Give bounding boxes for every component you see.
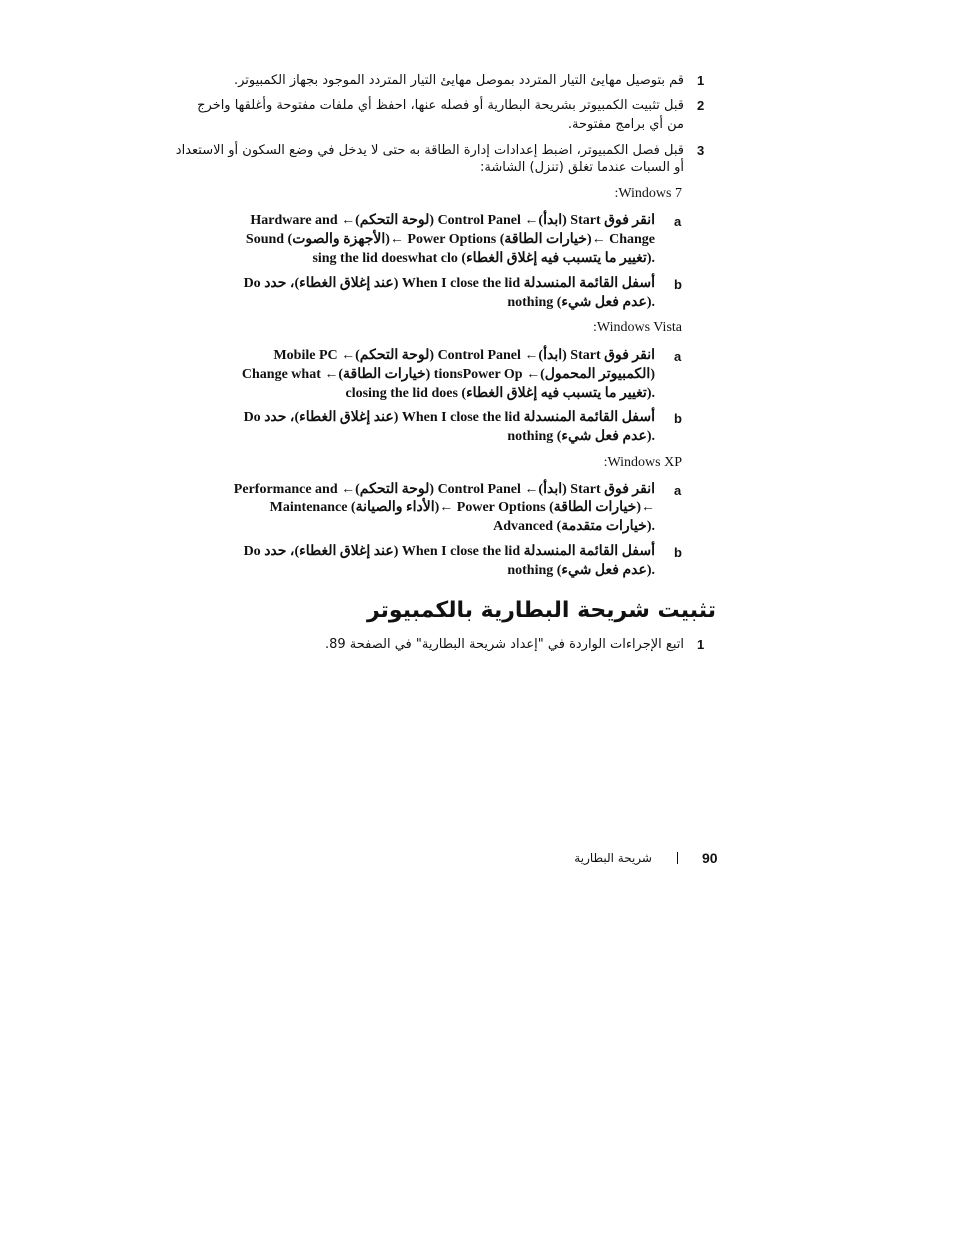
section-step-text: اتبع الإجراءات الواردة في "إعداد شريحة البطارية" في الصفحة 89. — [324, 637, 684, 652]
windows-7-label: :Windows 7 — [614, 186, 682, 201]
win7-a-line-1: انقر فوق Start (ابدأ)← Control Panel (لوحة التحكم)← Hardware and — [250, 213, 655, 228]
xp-b-line-1: أسفل القائمة المنسدلة When I close the lid (عند إغلاق الغطاء)، حدد Do — [243, 544, 655, 559]
win7-a-letter: a — [674, 214, 682, 229]
vista-a-line-1: انقر فوق Start (ابدأ)← Control Panel (لوحة التحكم)← Mobile PC — [273, 348, 655, 363]
win7-a-line-2: Sound (الأجهزة والصوت)← Power Options (خيارات الطاقة)← Change — [245, 232, 655, 247]
vista-b-line-1: أسفل القائمة المنسدلة When I close the lid (عند إغلاق الغطاء)، حدد Do — [243, 410, 655, 425]
xp-b-line-2: nothing (عدم فعل شيء). — [507, 563, 655, 578]
vista-a-line-3: closing the lid does (تغيير ما يتسبب فيه إغلاق الغطاء). — [345, 386, 655, 401]
win7-b-line-2: nothing (عدم فعل شيء). — [507, 295, 655, 310]
windows-vista-label: :Windows Vista — [593, 320, 682, 335]
step-3-number: 3 — [697, 143, 705, 158]
step-2-line-1: قبل تثبيت الكمبيوتر بشريحة البطارية أو فصله عنها، احفظ أي ملفات مفتوحة وأغلقها واخرج — [197, 98, 684, 113]
xp-a-line-1: انقر فوق Start (ابدأ)← Control Panel (لوحة التحكم)← Performance and — [233, 482, 655, 497]
win7-b-letter: b — [674, 277, 682, 292]
section-step-number: 1 — [697, 637, 705, 652]
xp-a-letter: a — [674, 483, 682, 498]
vista-b-letter: b — [674, 411, 682, 426]
windows-xp-label: :Windows XP — [603, 455, 682, 470]
step-2-number: 2 — [697, 98, 705, 113]
step-1-text: قم بتوصيل مهايئ التيار المتردد بموصل مهايئ التيار المتردد الموجود بجهاز الكمبيوتر. — [233, 73, 684, 88]
xp-b-letter: b — [674, 545, 682, 560]
step-3-line-2: أو السبات عندما تغلق (تنزل) الشاشة: — [480, 160, 684, 175]
win7-b-line-1: أسفل القائمة المنسدلة When I close the lid (عند إغلاق الغطاء)، حدد Do — [243, 276, 655, 291]
step-2-line-2: من أي برامج مفتوحة. — [567, 117, 684, 132]
chapter-name: شريحة البطارية — [574, 851, 652, 865]
section-title: تثبيت شريحة البطارية بالكمبيوتر — [366, 598, 716, 623]
vista-b-line-2: nothing (عدم فعل شيء). — [507, 429, 655, 444]
vista-a-line-2: (الكمبيوتر المحمول)← tionsPower Op (خيارات الطاقة)← Change what — [241, 367, 655, 382]
step-1-number: 1 — [697, 73, 705, 88]
page-number: 90 — [702, 850, 718, 866]
vista-a-letter: a — [674, 349, 682, 364]
step-3-line-1: قبل فصل الكمبيوتر، اضبط إعدادات إدارة الطاقة به حتى لا يدخل في وضع السكون أو الاستعداد — [175, 143, 684, 158]
xp-a-line-2: Maintenance (الأداء والصيانة)← Power Options (خيارات الطاقة)← — [269, 500, 655, 515]
footer-separator — [677, 852, 678, 864]
win7-a-line-3: sing the lid doeswhat clo (تغيير ما يتسبب فيه إغلاق الغطاء). — [312, 251, 655, 266]
xp-a-line-3: Advanced (خيارات متقدمة). — [493, 519, 655, 534]
